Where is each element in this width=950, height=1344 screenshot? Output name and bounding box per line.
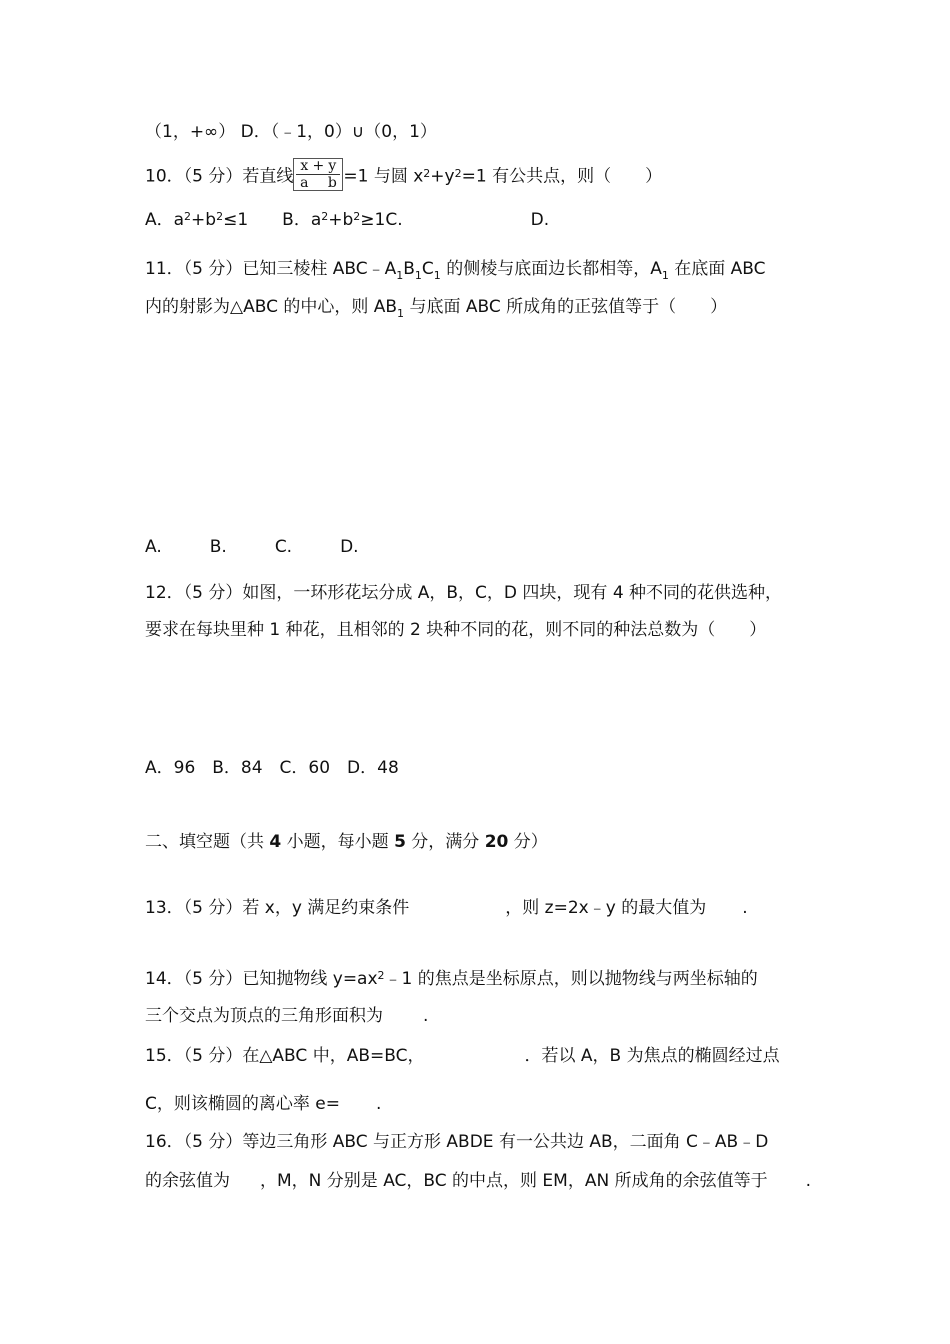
text: 的余弦值为 (145, 1171, 230, 1191)
text: +b (191, 210, 217, 230)
sup: 2 (454, 166, 462, 180)
q11-option-d: D. (340, 537, 359, 557)
text: . (375, 1094, 382, 1114)
sup: 2 (321, 210, 329, 223)
text: 内的射影为△ABC 的中心，则 AB (145, 297, 398, 317)
sub: 1 (661, 269, 669, 282)
text: ﹣1 的焦点是坐标原点，则以抛物线与两坐标轴的 (384, 969, 758, 989)
text: 11．（5 分）已知三棱柱 ABC﹣A (145, 259, 397, 279)
text: 分，满分 (405, 832, 485, 852)
q11-options (145, 536, 359, 558)
sup: 2 (377, 969, 385, 982)
text: 的侧棱与底面边长都相等，A (440, 259, 662, 279)
frac-b: b (327, 175, 337, 191)
text: 分） (508, 832, 548, 852)
q12-options: A．96 B．84 C．60 D．48 (145, 758, 399, 778)
question-11-line-1 (145, 258, 766, 282)
text: B (403, 259, 415, 279)
question-13 (145, 897, 748, 919)
q10-option-a: A．a (145, 210, 185, 230)
sub: 1 (433, 269, 441, 282)
question-16-line-1: 16．（5 分）等边三角形 ABC 与正方形 ABDE 有一公共边 AB，二面角 C﹣AB﹣D (145, 1132, 769, 1152)
q10-suffix-b: +y (430, 166, 455, 187)
question-11-line-2 (145, 296, 727, 320)
question-16-line-2 (145, 1170, 811, 1192)
text: ，M，N 分别是 AC，BC 的中点，则 EM，AN 所成角的余弦值等于 (260, 1171, 768, 1191)
frac-y: y (328, 158, 337, 174)
text: 5 (394, 832, 406, 852)
frac-plus: + (312, 158, 325, 174)
text: 4 (269, 832, 282, 852)
sup: 2 (423, 166, 431, 180)
question-15-line-2 (145, 1093, 381, 1115)
text: 14．（5 分）已知抛物线 y=ax (145, 969, 378, 989)
text: . (423, 1006, 429, 1026)
text: +b (328, 210, 354, 230)
text: 小题，每小题 (281, 832, 395, 852)
text: 20 (484, 832, 509, 852)
q10-line-equation-fraction (293, 158, 343, 191)
text: C (421, 259, 434, 279)
text: ≤1 (223, 210, 249, 230)
frac-a: a (300, 175, 309, 191)
sub: 1 (396, 269, 404, 282)
sup: 2 (184, 210, 192, 223)
q11-option-b: B. (209, 537, 227, 557)
q10-suffix-c: =1 有公共点，则（ ） (461, 166, 663, 187)
text: C，则该椭圆的离心率 e= (145, 1094, 340, 1114)
question-10 (145, 160, 662, 193)
text: 二、填空题（共 (145, 832, 270, 852)
question-12-line-1: 12．（5 分）如图，一环形花坛分成 A，B，C，D 四块，现有 4 种不同的花供选种， (145, 583, 783, 603)
q11-option-a: A. (145, 537, 162, 557)
text: ．若以 A，B 为焦点的椭圆经过点 (524, 1046, 780, 1066)
text: 在底面 ABC (668, 259, 766, 279)
text: ，则 z=2x﹣y 的最大值为 (505, 898, 707, 918)
text: . (742, 898, 748, 918)
section-2-heading (145, 831, 548, 853)
q10-prefix: 10．（5 分）若直线 (145, 166, 294, 187)
q10-suffix-a: =1 与圆 x (343, 166, 424, 187)
q11-option-c: C. (274, 537, 293, 557)
sup: 2 (353, 210, 361, 223)
text: 三个交点为顶点的三角形面积为 (145, 1006, 383, 1026)
q9-options-tail: （1，+∞） D．（﹣1，0）∪（0，1） (145, 122, 437, 142)
sup: 2 (216, 210, 224, 223)
frac-x: x (300, 158, 309, 174)
q10-option-c: ≥1C. (360, 210, 403, 230)
question-14-line-1 (145, 968, 758, 992)
q10-option-b: B．a (282, 210, 322, 230)
q10-option-d: D. (530, 210, 550, 230)
text: . (805, 1171, 811, 1191)
question-14-line-2 (145, 1005, 428, 1027)
text: 15．（5 分）在△ABC 中，AB=BC， (145, 1046, 425, 1066)
text: 13．（5 分）若 x，y 满足约束条件 (145, 898, 410, 918)
question-12-line-2: 要求在每块里种 1 种花，且相邻的 2 块种不同的花，则不同的种法总数为（ ） (145, 620, 767, 640)
sub: 1 (397, 307, 405, 320)
sub: 1 (414, 269, 422, 282)
text: 与底面 ABC 所成角的正弦值等于（ ） (404, 297, 728, 317)
question-15-line-1 (145, 1045, 780, 1067)
q10-options (145, 209, 549, 233)
